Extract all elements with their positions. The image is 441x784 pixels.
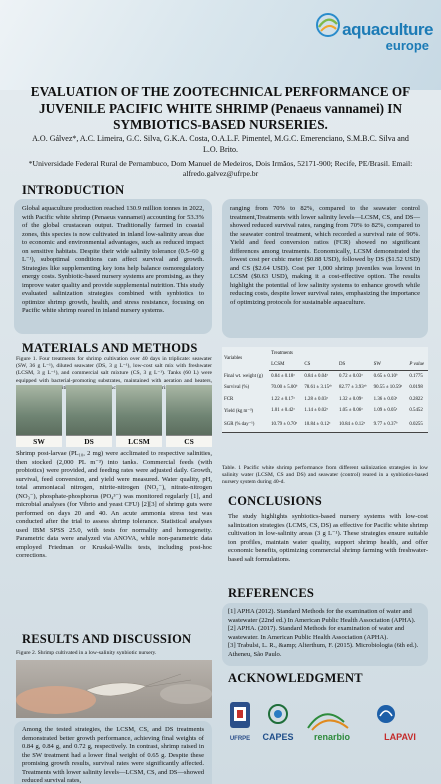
tank-label: CS bbox=[166, 435, 212, 447]
results-heading: RESULTS AND DISCUSSION bbox=[22, 632, 192, 646]
capes-logo bbox=[262, 705, 293, 742]
materials-heading: MATERIALS AND METHODS bbox=[22, 341, 198, 355]
table-cell: 0.2822 bbox=[409, 396, 423, 402]
logo-line1: aquaculture bbox=[342, 20, 433, 39]
table-cell: 0.72 ± 0.03ᵃ bbox=[339, 374, 363, 379]
introduction-heading: INTRODUCTION bbox=[22, 183, 125, 197]
shrimp-photo bbox=[16, 660, 212, 718]
tank-label: DS bbox=[66, 435, 112, 447]
table-cell: 1.09 ± 0.05ᵃ bbox=[373, 408, 398, 414]
ufrpe-logo-label: UFRPE bbox=[229, 736, 251, 742]
tank-label: SW bbox=[16, 435, 62, 447]
table-cell: 1.01 ± 0.42ᵃ bbox=[271, 408, 295, 414]
renarbio-logo-label: renarbio bbox=[313, 732, 351, 742]
table-row-label: Final wt. weight (g) bbox=[224, 373, 263, 379]
table-row-label: FCR bbox=[224, 396, 234, 402]
table-header-cell: P value bbox=[407, 359, 428, 371]
table-cell: 1.22 ± 0.17ᵃ bbox=[271, 396, 295, 402]
results-panel bbox=[14, 721, 212, 784]
table-row bbox=[222, 371, 428, 383]
table-cell: 10.79 ± 0.70ᵃ bbox=[269, 417, 302, 433]
table-cell: 82.77 ± 3.93ᵃᵇ bbox=[339, 385, 367, 391]
table-cell: 90.55 ± 10.59ᵃ bbox=[373, 385, 403, 391]
acknowledgment-heading: ACKNOWLEDGMENT bbox=[228, 671, 363, 685]
table-cell: 1.32 ± 0.09ᵃ bbox=[339, 396, 363, 402]
table-cell: 1.14 ± 0.02ᵃ bbox=[304, 408, 328, 414]
introduction-panel bbox=[14, 199, 212, 334]
figure1-caption: Figure 1. Four treatments for shrimp cultivation over 40 days in triplicate: seawater (SW, 36 g L⁻¹), diluted seawater (DS, 3 g L⁻¹), low-cost salt mix with freshwater (LCSM, 3 g L⁻¹), and commercial salt mixture (CS, 3 g L⁻¹). Tanks (60 L) were equipped with bacterial-promoting substrates, maintained with aeration and heaters, conditions shrimp bbox=[16, 356, 212, 391]
aquaculture-europe-logo bbox=[313, 8, 433, 54]
table-cell: 1.28 ± 0.03ᵃ bbox=[304, 396, 328, 402]
affiliation: *Universidade Federal Rural de Pernambuco, Dom Manuel de Medeiros, Dois Irmãos, 52171-900; Recife, PE/Brasil. Email: alfredo.galvez@ufrpe.br bbox=[28, 159, 413, 178]
tank-photo-lcsm bbox=[116, 385, 162, 437]
conclusions-text: The study highlights synbiotics-based nursery systems with low-cost salinization strategies (LCMS, CS, DS) as effective for Pacific white shrimp cultivation in low-salinity areas (3 g L⁻¹). These strategies ensure suitable ion profiles, maintain water quality, support shrimp health, and offer economic benefits, optimizing commercial shrimp farming with freshwater- based salt formulations. bbox=[228, 513, 428, 563]
table-header-cell: LCSM bbox=[269, 359, 302, 371]
reference-item: [3] Trabulsi, L. R., &amp; Alterthum, F. (2015). Microbiologia (6th ed.). Atheneu, São Paulo. bbox=[228, 642, 419, 658]
table-cell: 70.00 ± 5.00ᵇ bbox=[271, 385, 298, 391]
renarbio-logo bbox=[308, 714, 351, 742]
logo-line2: europe bbox=[385, 38, 429, 53]
tank-photo-cs bbox=[166, 385, 212, 437]
table-header-cell: CS bbox=[302, 359, 337, 371]
table-row bbox=[222, 394, 428, 406]
conclusions-heading: CONCLUSIONS bbox=[228, 494, 322, 508]
sponsor-logos-graphic bbox=[224, 698, 434, 758]
results-continued-panel bbox=[222, 199, 428, 338]
methods-text: Shrimp post-larvae (PL₁₀, 2 mg) were acclimated to respective salinities, then stocked (2,000 PL m⁻³) into tanks. Commercial feeds (with probiotics) were provided, and feeding rates were adjusted daily. Growth, survival, feed conversion, and yield were measured. Water quality, pH, total ammoniacal nitrogen, nitrite-nitrogen (NO₂⁻), nitrate-nitrogen (NO₃⁻), phosphate-phosphorus (PO₄³⁻) was monitored regularly [1], and microbial analyses (for Vibrio and yeast CFU) [2][3] of shrimp guts were performed on days 20 and 40. An acute ammonia stress test was conducted after the trial to assess shrimp tolerance. Statistical analyses used IBM SPSS 25.0, with tests for normality and homogeneity. Parametric data were analyzed via ANOVA, while non-parametric data employed Friedman or Kruskal-Wallis tests, including post-hoc corrections. bbox=[16, 450, 212, 559]
table-row bbox=[222, 382, 428, 394]
table-row bbox=[222, 405, 428, 417]
table-cell: 78.61 ± 3.15ᵃᵇ bbox=[304, 385, 332, 391]
performance-table bbox=[222, 347, 428, 433]
tank-label: LCSM bbox=[116, 435, 162, 447]
table-row-label: SGR (% day⁻¹) bbox=[222, 417, 269, 433]
table-cell: 0.84 ± 0.18ᵃ bbox=[271, 374, 295, 379]
figure1-tanks bbox=[16, 385, 212, 447]
table-col-treatments: Treatments bbox=[271, 350, 293, 356]
table-col-variables: Variables bbox=[224, 356, 243, 362]
lapavi-logo-label: LAPAVI bbox=[384, 732, 416, 742]
table-cell: 0.65 ± 0.10ᵇ bbox=[373, 374, 398, 379]
table-header-cell: DS bbox=[337, 359, 372, 371]
table-row bbox=[222, 417, 428, 433]
tank-photo-sw bbox=[16, 385, 62, 437]
reference-item: [2] APHA. (2017). Standard Methods for examination of water and wastewater. In American Public Health Association (APHA). bbox=[228, 625, 405, 641]
table-cell: 1.36 ± 0.03ᵃ bbox=[373, 396, 398, 402]
poster-title: EVALUATION OF THE ZOOTECHNICAL PERFORMANCE OF JUVENILE PACIFIC WHITE SHRIMP (Penaeus vannamei) IN SYMBIOTICS-BASED NURSERIES. bbox=[30, 84, 411, 132]
capes-logo-label: CAPES bbox=[262, 732, 294, 742]
table-cell: 10.84 ± 0.12ᵃ bbox=[337, 417, 372, 433]
figure2-caption: Figure 2. Shrimp cultivated in a low-salinity synbiotic nursery. bbox=[16, 650, 157, 656]
results-text: Among the tested strategies, the LCSM, CS, and DS treatments demonstrated better growth performance, achieving final weights of 0.84 g, 0.84 g, and 0.72 g, respectively. In contrast, shrimp raised in the SW treatment had a lower final weight of 0.65 g. Despite these promising growth results, survival rates were significantly affected. Treatments with lower salinity levels—LCSM, CS, and DS—showed reduced survival rates, bbox=[22, 726, 204, 784]
table-cell: 0.0255 bbox=[407, 417, 428, 433]
tank-photo-ds bbox=[66, 385, 112, 437]
sponsor-logos bbox=[224, 698, 434, 758]
table-row-label: Yield (kg m⁻³) bbox=[224, 408, 254, 414]
table-cell: 0.84 ± 0.04ᵃ bbox=[304, 374, 328, 379]
ufrpe-logo bbox=[230, 702, 250, 742]
swirl-icon bbox=[315, 12, 341, 38]
table-header-cell: SW bbox=[372, 359, 408, 371]
lapavi-logo bbox=[377, 705, 416, 742]
table-cell: 9.77 ± 0.37ᵇ bbox=[372, 417, 408, 433]
table-cell: 0.5452 bbox=[409, 408, 423, 414]
results-continued-text: ranging from 70% to 82%, compared to the seawater control treatment,Treatments with lower salinity levels—LCSM, CS, and DS—showed reduced survival rates, ranging from 70% to 82%, compared to the seawater control treatment, which recorded a survival rate of 90%. Yield and feed conversion ratios (FCR) showed no significant differences among treatments. Economically, LCSM demonstrated the lowest cost per cubic meter ($0.88 USD), followed by DS ($1.52 USD) and CS ($2.64 USD). Cost per 1,000 shrimp juveniles was lowest in LCSM ($0.63 USD), making it a cost-effective option. The results highlight the potential of low salinity systems to enhance growth while reducing costs, despite lower survival rates, emphasizing the importance of optimizing protocols for sustainable aquaculture. bbox=[230, 205, 420, 306]
authors: A.O. Gálvez*, A.C. Limeira, G.C. Silva, G.K.A. Costa, O.A.L.F. Pimentel, M.G.C. Emerenciano, S.M.B.C. Silva and L.O. Brito. bbox=[32, 134, 409, 154]
reference-item: [1] APHA (2012). Standard Methods for the examination of water and wastewater (22nd ed.) In American Public Health Association (APHA). bbox=[228, 608, 416, 624]
table-cell: 0.0198 bbox=[409, 385, 423, 391]
references-heading: REFERENCES bbox=[228, 586, 315, 600]
references-panel bbox=[222, 603, 428, 666]
shrimp-illustration bbox=[16, 660, 212, 718]
table-cell: 0.1775 bbox=[409, 374, 423, 379]
table-caption: Table. 1 Pacific white shrimp performance from different salinization strategies in low salinity water (LCSM, CS and DS) and seawater (control) reared in a synbiotics-based nursery system during 40-d. bbox=[222, 465, 428, 486]
table-cell: 1.05 ± 0.06ᵃ bbox=[339, 408, 363, 414]
introduction-text: Global aquaculture production reached 130.9 million tonnes in 2022, with Pacific white shrimp (Penaeus vannamei) accounting for 53.3% of the global crustacean output. Traditionally farmed in coastal zones, this species is now cultivated in inland low-salinity areas due to economic and environmental advantages, such as reduced impact on sensitive habitats. Despite their wide salinity tolerance (0.5–60 g L⁻¹), suboptimal conditions can affect survival and growth. Strategies like supplementing key ions help balance osmoregulatory energy costs. Synbiotic-based nursery systems are promising, as they improve water quality and provide supplemental nutrition. This study evaluated salinization strategies combined with synbiotics to optimize shrimp growth, health, and stress resistance, focusing on Pacific white shrimp reared in inland nursery systems. bbox=[22, 205, 204, 314]
table-cell: 10.84 ± 0.12ᵃ bbox=[302, 417, 337, 433]
table-row-label: Survival (%) bbox=[224, 385, 250, 391]
